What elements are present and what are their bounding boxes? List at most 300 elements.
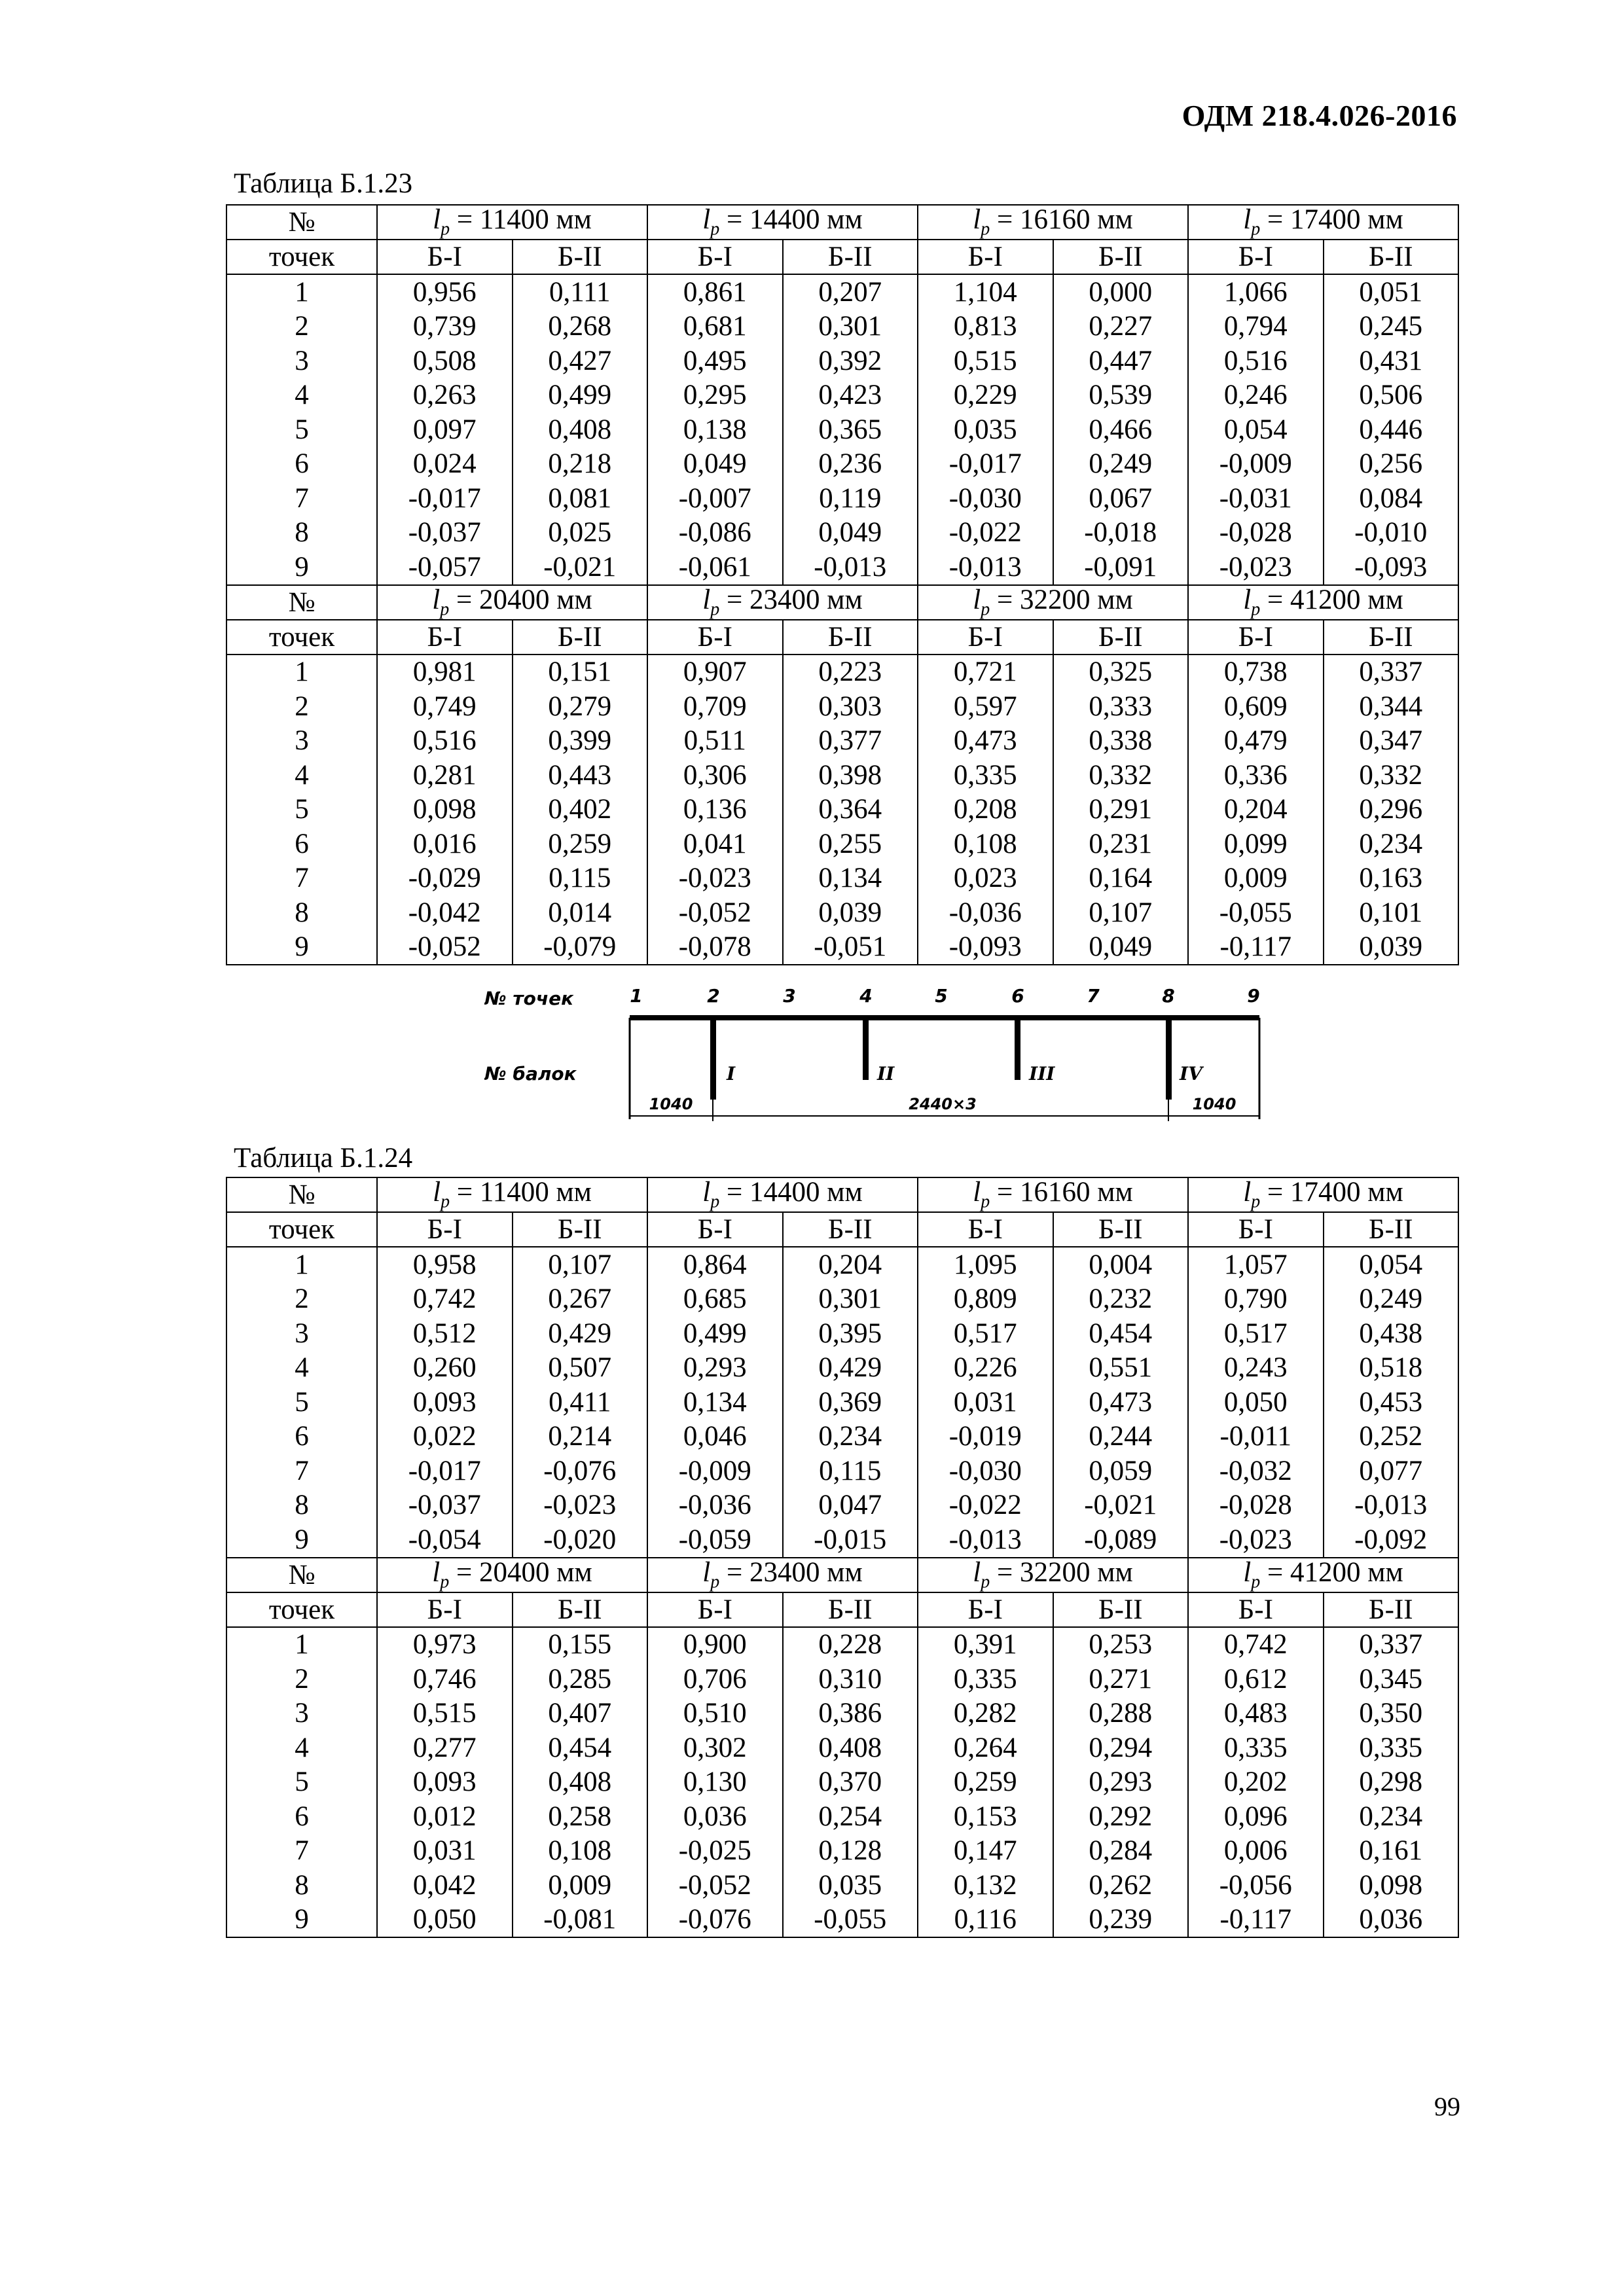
beam-header: Б-I <box>377 1592 513 1627</box>
value-cell: 0,392 <box>783 344 918 378</box>
value-cell: 0,234 <box>1324 1799 1459 1834</box>
value-cell: 0,246 <box>1188 378 1324 413</box>
point-number-cell: 5 <box>226 1385 377 1420</box>
value-cell: 0,499 <box>647 1316 783 1351</box>
value-cell: -0,023 <box>1188 550 1324 585</box>
value-cell: 0,163 <box>1324 861 1459 896</box>
table-caption: Таблица Б.1.23 <box>234 168 413 199</box>
value-cell: 0,115 <box>513 861 648 896</box>
table-row <box>226 1834 1458 1869</box>
value-cell: 1,095 <box>918 1247 1053 1282</box>
value-cell: -0,057 <box>377 550 513 585</box>
point-number-cell: 5 <box>226 793 377 827</box>
value-cell: 0,111 <box>513 274 648 310</box>
table-row <box>226 1903 1458 1938</box>
value-cell: 0,039 <box>783 895 918 930</box>
point-number-cell: 9 <box>226 1522 377 1558</box>
value-cell: 0,512 <box>377 1316 513 1351</box>
value-cell: 0,438 <box>1324 1316 1459 1351</box>
value-cell: -0,013 <box>783 550 918 585</box>
value-cell: 0,296 <box>1324 793 1459 827</box>
value-cell: 0,408 <box>783 1731 918 1765</box>
value-cell: 0,277 <box>377 1731 513 1765</box>
span-header-row <box>226 1177 1458 1212</box>
value-cell: 0,306 <box>647 758 783 793</box>
span-header <box>647 1177 918 1212</box>
span-symbol: l <box>973 1556 981 1588</box>
span-value: = 32200 мм <box>997 1556 1133 1588</box>
span-symbol: l <box>433 204 441 236</box>
value-cell: 0,517 <box>1188 1316 1324 1351</box>
value-cell: 0,232 <box>1053 1282 1189 1317</box>
span-subscript: p <box>981 1191 990 1212</box>
beam-number: I <box>727 1063 736 1085</box>
value-cell: -0,009 <box>1188 447 1324 482</box>
value-cell: -0,089 <box>1053 1522 1189 1558</box>
span-header <box>647 1558 918 1592</box>
beam-header: Б-II <box>1324 1212 1459 1247</box>
point-number-cell: 5 <box>226 1765 377 1800</box>
value-cell: -0,023 <box>513 1488 648 1523</box>
span-symbol: l <box>1243 584 1252 615</box>
span-header <box>377 205 647 240</box>
value-cell: 0,077 <box>1324 1454 1459 1488</box>
table-row <box>226 1420 1458 1454</box>
beam-header: Б-I <box>647 1212 783 1247</box>
value-cell: 0,510 <box>647 1696 783 1731</box>
beam-header-row <box>226 620 1458 655</box>
value-cell: 0,337 <box>1324 655 1459 690</box>
value-cell: 0,365 <box>783 412 918 447</box>
value-cell: 0,709 <box>647 689 783 724</box>
span-header-row <box>226 585 1458 620</box>
value-cell: -0,055 <box>783 1903 918 1938</box>
col-header-points: точек <box>226 240 377 274</box>
col-header-number: № <box>226 205 377 240</box>
value-cell: 0,208 <box>918 793 1053 827</box>
point-number-cell: 2 <box>226 310 377 344</box>
beam-header: Б-I <box>1188 620 1324 655</box>
value-cell: 0,101 <box>1324 895 1459 930</box>
point-number-cell: 8 <box>226 1868 377 1903</box>
span-value: = 11400 мм <box>456 204 592 236</box>
point-number-cell: 1 <box>226 655 377 690</box>
value-cell: -0,011 <box>1188 1420 1324 1454</box>
value-cell: -0,061 <box>647 550 783 585</box>
col-header-number: № <box>226 585 377 620</box>
point-number-cell: 2 <box>226 689 377 724</box>
value-cell: 0,268 <box>513 310 648 344</box>
value-cell: 0,386 <box>783 1696 918 1731</box>
value-cell: -0,052 <box>647 895 783 930</box>
value-cell: 0,153 <box>918 1799 1053 1834</box>
span-header <box>647 585 918 620</box>
point-number: 5 <box>935 985 948 1007</box>
value-cell: 0,036 <box>1324 1903 1459 1938</box>
value-cell: -0,086 <box>647 516 783 550</box>
table-row <box>226 310 1458 344</box>
span-symbol: l <box>973 1177 981 1208</box>
span-symbol: l <box>973 584 981 615</box>
value-cell: 0,239 <box>1053 1903 1189 1938</box>
value-cell: 0,049 <box>1053 930 1189 965</box>
point-number: 7 <box>1087 985 1100 1007</box>
value-cell: 0,259 <box>513 827 648 861</box>
value-cell: 0,093 <box>377 1385 513 1420</box>
value-cell: 0,016 <box>377 827 513 861</box>
span-subscript: p <box>710 1571 720 1592</box>
value-cell: -0,021 <box>1053 1488 1189 1523</box>
value-cell: 0,116 <box>918 1903 1053 1938</box>
value-cell: 0,377 <box>783 724 918 759</box>
value-cell: 0,249 <box>1324 1282 1459 1317</box>
point-number-cell: 5 <box>226 412 377 447</box>
value-cell: 0,597 <box>918 689 1053 724</box>
value-cell: 0,047 <box>783 1488 918 1523</box>
value-cell: 0,041 <box>647 827 783 861</box>
span-header <box>1188 205 1458 240</box>
point-number-cell: 8 <box>226 1488 377 1523</box>
value-cell: -0,078 <box>647 930 783 965</box>
value-cell: 1,104 <box>918 274 1053 310</box>
value-cell: 0,302 <box>647 1731 783 1765</box>
value-cell: 0,539 <box>1053 378 1189 413</box>
point-number: 1 <box>630 985 643 1007</box>
span-subscript: p <box>1251 599 1261 620</box>
value-cell: 0,202 <box>1188 1765 1324 1800</box>
value-cell: 0,332 <box>1053 758 1189 793</box>
value-cell: -0,059 <box>647 1522 783 1558</box>
span-subscript: p <box>441 1191 450 1212</box>
beam-header: Б-II <box>783 1212 918 1247</box>
table-row <box>226 1868 1458 1903</box>
point-number: 3 <box>783 985 796 1007</box>
value-cell: 0,900 <box>647 1627 783 1662</box>
span-value: = 14400 мм <box>727 1177 863 1208</box>
beam-header-row <box>226 1592 1458 1627</box>
value-cell: 0,223 <box>783 655 918 690</box>
value-cell: 0,612 <box>1188 1662 1324 1696</box>
point-number-cell: 7 <box>226 481 377 516</box>
value-cell: -0,013 <box>918 1522 1053 1558</box>
value-cell: 0,746 <box>377 1662 513 1696</box>
point-number-cell: 2 <box>226 1282 377 1317</box>
value-cell: 0,721 <box>918 655 1053 690</box>
span-value: = 20400 мм <box>456 1556 592 1588</box>
table-row <box>226 1522 1458 1558</box>
value-cell: 0,260 <box>377 1351 513 1386</box>
value-cell: 0,790 <box>1188 1282 1324 1317</box>
value-cell: 0,054 <box>1324 1247 1459 1282</box>
value-cell: 0,609 <box>1188 689 1324 724</box>
point-number-cell: 6 <box>226 1420 377 1454</box>
value-cell: 0,107 <box>513 1247 648 1282</box>
value-cell: -0,021 <box>513 550 648 585</box>
value-cell: -0,017 <box>377 481 513 516</box>
page-number: 99 <box>1434 2092 1460 2121</box>
value-cell: 0,749 <box>377 689 513 724</box>
span-symbol: l <box>702 1177 711 1208</box>
span-value: = 41200 мм <box>1267 584 1403 615</box>
value-cell: 0,518 <box>1324 1351 1459 1386</box>
span-subscript: p <box>440 599 450 620</box>
document-code: ОДМ 218.4.026-2016 <box>1182 99 1457 132</box>
value-cell: 0,338 <box>1053 724 1189 759</box>
value-cell: 0,515 <box>918 344 1053 378</box>
beam-number: III <box>1029 1063 1055 1085</box>
value-cell: 0,136 <box>647 793 783 827</box>
value-cell: 0,447 <box>1053 344 1189 378</box>
value-cell: -0,013 <box>918 550 1053 585</box>
table-row <box>226 1488 1458 1523</box>
beam-header-row <box>226 1212 1458 1247</box>
value-cell: 0,864 <box>647 1247 783 1282</box>
point-number-cell: 1 <box>226 274 377 310</box>
value-cell: 0,147 <box>918 1834 1053 1869</box>
value-cell: 0,119 <box>783 481 918 516</box>
value-cell: 1,057 <box>1188 1247 1324 1282</box>
value-cell: 0,369 <box>783 1385 918 1420</box>
value-cell: 0,108 <box>513 1834 648 1869</box>
table-row <box>226 274 1458 310</box>
value-cell: -0,007 <box>647 481 783 516</box>
point-number-cell: 6 <box>226 827 377 861</box>
value-cell: 0,511 <box>647 724 783 759</box>
value-cell: 0,282 <box>918 1696 1053 1731</box>
value-cell: 0,473 <box>1053 1385 1189 1420</box>
value-cell: -0,017 <box>918 447 1053 482</box>
value-cell: 0,335 <box>1188 1731 1324 1765</box>
beam-2 <box>863 1018 869 1080</box>
beam-header: Б-I <box>1188 1212 1324 1247</box>
value-cell: 0,228 <box>783 1627 918 1662</box>
value-cell: 0,295 <box>647 378 783 413</box>
point-number-cell: 1 <box>226 1247 377 1282</box>
value-cell: 0,099 <box>1188 827 1324 861</box>
value-cell: 0,049 <box>783 516 918 550</box>
beam-header: Б-I <box>377 240 513 274</box>
value-cell: 0,245 <box>1324 310 1459 344</box>
value-cell: 0,132 <box>918 1868 1053 1903</box>
value-cell: -0,092 <box>1324 1522 1459 1558</box>
value-cell: 0,279 <box>513 689 648 724</box>
beam-4 <box>1166 1018 1172 1100</box>
value-cell: 0,738 <box>1188 655 1324 690</box>
value-cell: 0,130 <box>647 1765 783 1800</box>
value-cell: 0,399 <box>513 724 648 759</box>
beam-header: Б-II <box>1053 620 1189 655</box>
value-cell: 0,391 <box>918 1627 1053 1662</box>
span-subscript: p <box>710 599 720 620</box>
value-cell: 0,347 <box>1324 724 1459 759</box>
value-cell: 0,252 <box>1324 1420 1459 1454</box>
point-number-cell: 9 <box>226 550 377 585</box>
value-cell: -0,031 <box>1188 481 1324 516</box>
point-number-cell: 3 <box>226 344 377 378</box>
value-cell: 0,262 <box>1053 1868 1189 1903</box>
value-cell: 0,031 <box>918 1385 1053 1420</box>
point-number-cell: 4 <box>226 1731 377 1765</box>
value-cell: 0,350 <box>1324 1696 1459 1731</box>
span-header <box>918 585 1188 620</box>
value-cell: 0,516 <box>377 724 513 759</box>
value-cell: -0,025 <box>647 1834 783 1869</box>
beam-header: Б-I <box>377 620 513 655</box>
span-subscript: p <box>710 219 720 240</box>
value-cell: -0,056 <box>1188 1868 1324 1903</box>
value-cell: -0,093 <box>918 930 1053 965</box>
value-cell: 0,293 <box>1053 1765 1189 1800</box>
value-cell: 0,258 <box>513 1799 648 1834</box>
value-cell: 0,134 <box>783 861 918 896</box>
value-cell: 0,107 <box>1053 895 1189 930</box>
table-row <box>226 1247 1458 1282</box>
value-cell: 0,681 <box>647 310 783 344</box>
span-value: = 23400 мм <box>727 584 863 615</box>
value-cell: 0,443 <box>513 758 648 793</box>
span-symbol: l <box>433 1177 441 1208</box>
value-cell: 0,291 <box>1053 793 1189 827</box>
value-cell: 0,479 <box>1188 724 1324 759</box>
value-cell: 0,051 <box>1324 274 1459 310</box>
value-cell: 0,345 <box>1324 1662 1459 1696</box>
value-cell: -0,015 <box>783 1522 918 1558</box>
value-cell: 0,284 <box>1053 1834 1189 1869</box>
value-cell: 0,408 <box>513 1765 648 1800</box>
value-cell: 0,035 <box>918 412 1053 447</box>
value-cell: 0,506 <box>1324 378 1459 413</box>
value-cell: 0,408 <box>513 412 648 447</box>
value-cell: 0,333 <box>1053 689 1189 724</box>
table-row <box>226 655 1458 690</box>
value-cell: 0,255 <box>783 827 918 861</box>
table-row <box>226 1282 1458 1317</box>
span-subscript: p <box>981 599 990 620</box>
beam-header: Б-I <box>647 620 783 655</box>
value-cell: 0,207 <box>783 274 918 310</box>
beam-header: Б-II <box>513 240 648 274</box>
point-number-cell: 8 <box>226 895 377 930</box>
value-cell: 0,151 <box>513 655 648 690</box>
beam-header: Б-II <box>783 240 918 274</box>
value-cell: 0,097 <box>377 412 513 447</box>
span-subscript: p <box>981 219 990 240</box>
value-cell: 0,516 <box>1188 344 1324 378</box>
value-cell: 0,427 <box>513 344 648 378</box>
point-number: 4 <box>859 985 873 1007</box>
value-cell: 0,009 <box>1188 861 1324 896</box>
value-cell: 0,046 <box>647 1420 783 1454</box>
table-row <box>226 344 1458 378</box>
beam-number: IV <box>1180 1063 1202 1085</box>
beam-scheme-diagram <box>484 978 1290 1136</box>
value-cell: 0,004 <box>1053 1247 1189 1282</box>
span-symbol: l <box>702 1556 711 1588</box>
value-cell: 0,298 <box>1324 1765 1459 1800</box>
beam-header: Б-I <box>918 240 1053 274</box>
value-cell: 1,066 <box>1188 274 1324 310</box>
beam-header: Б-II <box>513 1592 648 1627</box>
point-number-cell: 4 <box>226 758 377 793</box>
value-cell: -0,010 <box>1324 516 1459 550</box>
value-cell: 0,134 <box>647 1385 783 1420</box>
value-cell: 0,335 <box>918 758 1053 793</box>
value-cell: 0,281 <box>377 758 513 793</box>
point-number-cell: 7 <box>226 861 377 896</box>
span-symbol: l <box>432 584 441 615</box>
table-row <box>226 1316 1458 1351</box>
value-cell: 0,067 <box>1053 481 1189 516</box>
span-value: = 32200 мм <box>997 584 1133 615</box>
span-symbol: l <box>973 204 981 236</box>
value-cell: 0,956 <box>377 274 513 310</box>
value-cell: 0,096 <box>1188 1799 1324 1834</box>
value-cell: -0,054 <box>377 1522 513 1558</box>
value-cell: 0,081 <box>513 481 648 516</box>
value-cell: 0,054 <box>1188 412 1324 447</box>
value-cell: 0,084 <box>1324 481 1459 516</box>
beam-header: Б-II <box>783 1592 918 1627</box>
value-cell: 0,706 <box>647 1662 783 1696</box>
value-cell: 0,429 <box>513 1316 648 1351</box>
value-cell: 0,495 <box>647 344 783 378</box>
value-cell: 0,907 <box>647 655 783 690</box>
value-cell: 0,454 <box>1053 1316 1189 1351</box>
value-cell: 0,739 <box>377 310 513 344</box>
point-number-cell: 3 <box>226 1316 377 1351</box>
value-cell: 0,050 <box>377 1903 513 1938</box>
value-cell: 0,335 <box>1324 1731 1459 1765</box>
value-cell: 0,483 <box>1188 1696 1324 1731</box>
value-cell: 0,325 <box>1053 655 1189 690</box>
value-cell: 0,234 <box>783 1420 918 1454</box>
value-cell: -0,052 <box>647 1868 783 1903</box>
value-cell: 0,809 <box>918 1282 1053 1317</box>
value-cell: 0,332 <box>1324 758 1459 793</box>
value-cell: 0,742 <box>1188 1627 1324 1662</box>
table-row <box>226 1799 1458 1834</box>
table-row <box>226 930 1458 965</box>
table-row <box>226 1627 1458 1662</box>
table-row <box>226 724 1458 759</box>
value-cell: 0,301 <box>783 310 918 344</box>
point-number: 9 <box>1247 985 1260 1007</box>
span-subscript: p <box>1251 1571 1261 1592</box>
value-cell: 0,231 <box>1053 827 1189 861</box>
beam-header: Б-II <box>1053 240 1189 274</box>
point-number-cell: 6 <box>226 447 377 482</box>
col-header-number: № <box>226 1177 377 1212</box>
value-cell: -0,076 <box>513 1454 648 1488</box>
beam-header: Б-I <box>647 240 783 274</box>
value-cell: 0,025 <box>513 516 648 550</box>
value-cell: 0,093 <box>377 1765 513 1800</box>
value-cell: 0,285 <box>513 1662 648 1696</box>
value-cell: -0,055 <box>1188 895 1324 930</box>
value-cell: 0,407 <box>513 1696 648 1731</box>
value-cell: 0,036 <box>647 1799 783 1834</box>
value-cell: 0,517 <box>918 1316 1053 1351</box>
value-cell: -0,051 <box>783 930 918 965</box>
value-cell: 0,453 <box>1324 1385 1459 1420</box>
span-subscript: p <box>440 1571 450 1592</box>
table-row <box>226 481 1458 516</box>
table-body <box>226 205 1458 965</box>
value-cell: 0,000 <box>1053 274 1189 310</box>
span-header <box>377 1177 647 1212</box>
value-cell: 0,794 <box>1188 310 1324 344</box>
value-cell: 0,098 <box>377 793 513 827</box>
